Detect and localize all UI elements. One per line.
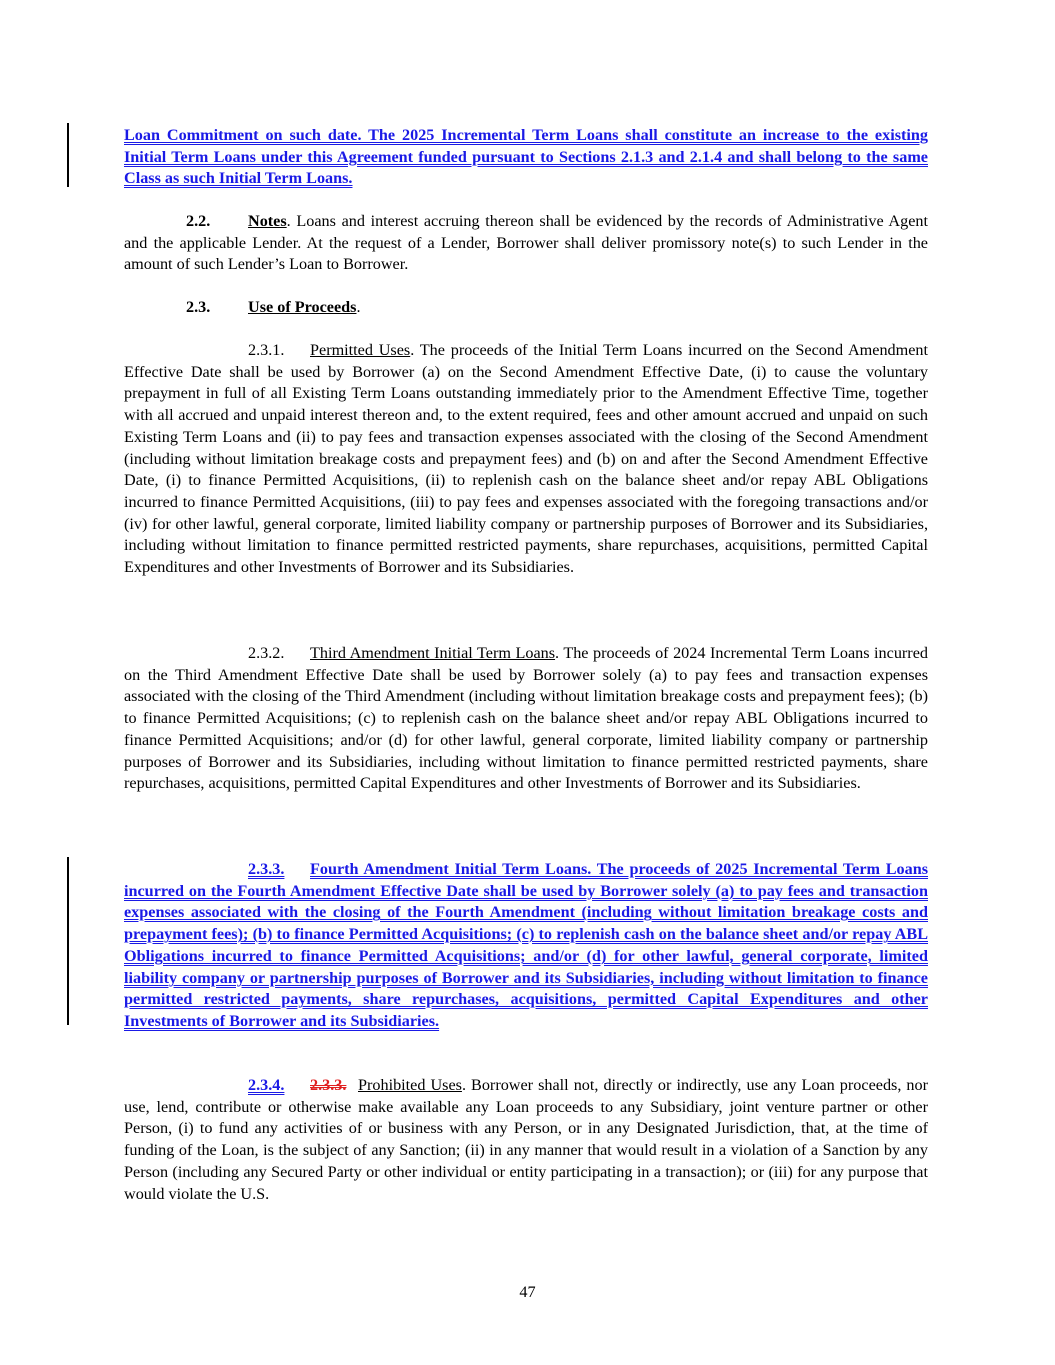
change-bar xyxy=(67,857,69,1025)
inserted-text: Loan Commitment on such date. The 2025 Incremental Term Loans shall constitute an increase to the existing Initial Term Loans under this Agreement funded pursuant to Sections 2.1.3 and 2.1.4 and shall belong to the same Class as such Initial Term Loans. xyxy=(124,126,928,188)
section-number: 2.3. xyxy=(186,298,211,316)
section-number: 2.2. xyxy=(186,212,211,230)
section-2-3-1 xyxy=(124,340,928,579)
page-number: 47 xyxy=(519,1283,536,1301)
section-2-3-4 xyxy=(124,1075,928,1205)
change-bar xyxy=(67,123,69,187)
section-title: Use of Proceeds xyxy=(248,298,357,316)
inserted-text: Fourth Amendment Initial Term Loans. The proceeds of 2025 Incremental Term Loans incurred on the Fourth Amendment Effective Date shall be used by Borrower solely (a) to pay fees and transaction expenses associated with the closing of the Fourth Amendment (including without limitation breakage costs and prepayment fees); (b) to finance Permitted Acquisitions; (c) to replenish cash on the balance sheet and/or repay ABL Obligations incurred to finance Permitted Acquisitions; and/or (d) for other lawful, general corporate, limited liability company or partnership purposes of Borrower and its Subsidiaries, including without limitation to finance permitted restricted payments, share repurchases, acquisitions, permitted Capital Expenditures and other Investments of Borrower and its Subsidiaries. xyxy=(124,860,928,1030)
section-body: . The proceeds of the Initial Term Loans incurred on the Second Amendment Effective Date shall be used by Borrower (a) on the Second Amendment Effective Date, (i) to cause the voluntary prepayment in full of all Existing Term Loans outstanding immediately prior to the Amendment Effective Time, together with all accrued and unpaid interest thereon and, to the extent required, fees and other amount accrued and unpaid on such Existing Term Loans and (ii) to pay fees and transaction expenses associated with the closing of the Second Amendment (including without limitation breakage costs and prepayment fees) and (b) on and after the Second Amendment Effective Date, (i) to finance Permitted Acquisitions, (ii) to replenish cash on the balance sheet and/or repay ABL Obligations incurred to finance Permitted Acquisitions, (iii) to pay fees and expenses associated with the foregoing transactions and/or (iv) for other lawful, general corporate, limited liability company or partnership purposes of Borrower and its Subsidiaries, including without limitation to finance permitted restricted payments, share repurchases, acquisitions, permitted Capital Expenditures and other Investments of Borrower and its Subsidiaries. xyxy=(124,341,928,577)
section-number: 2.3.3. xyxy=(248,860,285,878)
section-title: Permitted Uses xyxy=(310,341,411,359)
section-title: Third Amendment Initial Term Loans xyxy=(310,644,556,662)
section-body: . Borrower shall not, directly or indirectly, use any Loan proceeds, nor use, lend, contribute or otherwise make available any Loan proceeds to any Subsidiary, joint venture partner or other Person, (i) to fund any activities of or business with any Person, or in any Designated Jurisdiction, that, at the time of funding of the Loan, is the subject of any Sanction; (ii) in any manner that would result in a violation of a Sanction by any Person (including any Secured Party or other individual or entity participating in a transaction); or (iii) for any purpose that would violate the U.S. xyxy=(124,1076,928,1203)
deleted-section-number: 2.3.3. xyxy=(310,1076,347,1094)
section-number: 2.3.2. xyxy=(248,644,285,662)
intro-inserted-paragraph xyxy=(124,125,928,190)
section-title-suffix: . xyxy=(356,298,361,316)
section-2-3 xyxy=(124,297,928,319)
section-2-3-2 xyxy=(124,643,928,795)
section-title: Prohibited Uses xyxy=(358,1076,462,1094)
section-title: Notes xyxy=(248,212,287,230)
section-body: . Loans and interest accruing thereon shall be evidenced by the records of Administrative Agent and the applicable Lender. At the request of a Lender, Borrower shall deliver promissory note(s) to such Lender in the amount of such Lender’s Loan to Borrower. xyxy=(124,212,928,274)
section-body: . The proceeds of 2024 Incremental Term Loans incurred on the Third Amendment Effective Date shall be used by Borrower solely (a) to pay fees and transaction expenses associated with the closing of the Third Amendment (including without limitation breakage costs and prepayment fees); (b) to finance Permitted Acquisitions; (c) to replenish cash on the balance sheet and/or repay ABL Obligations incurred to finance Permitted Acquisitions; and/or (d) for other lawful, general corporate, limited liability company or partnership purposes of Borrower and its Subsidiaries, including without limitation to finance permitted restricted payments, share repurchases, acquisitions, permitted Capital Expenditures and other Investments of Borrower and its Subsidiaries. xyxy=(124,644,928,793)
section-2-2 xyxy=(124,211,928,276)
section-number: 2.3.4. xyxy=(248,1076,285,1094)
section-number: 2.3.1. xyxy=(248,341,285,359)
section-2-3-3-inserted xyxy=(124,859,928,1033)
